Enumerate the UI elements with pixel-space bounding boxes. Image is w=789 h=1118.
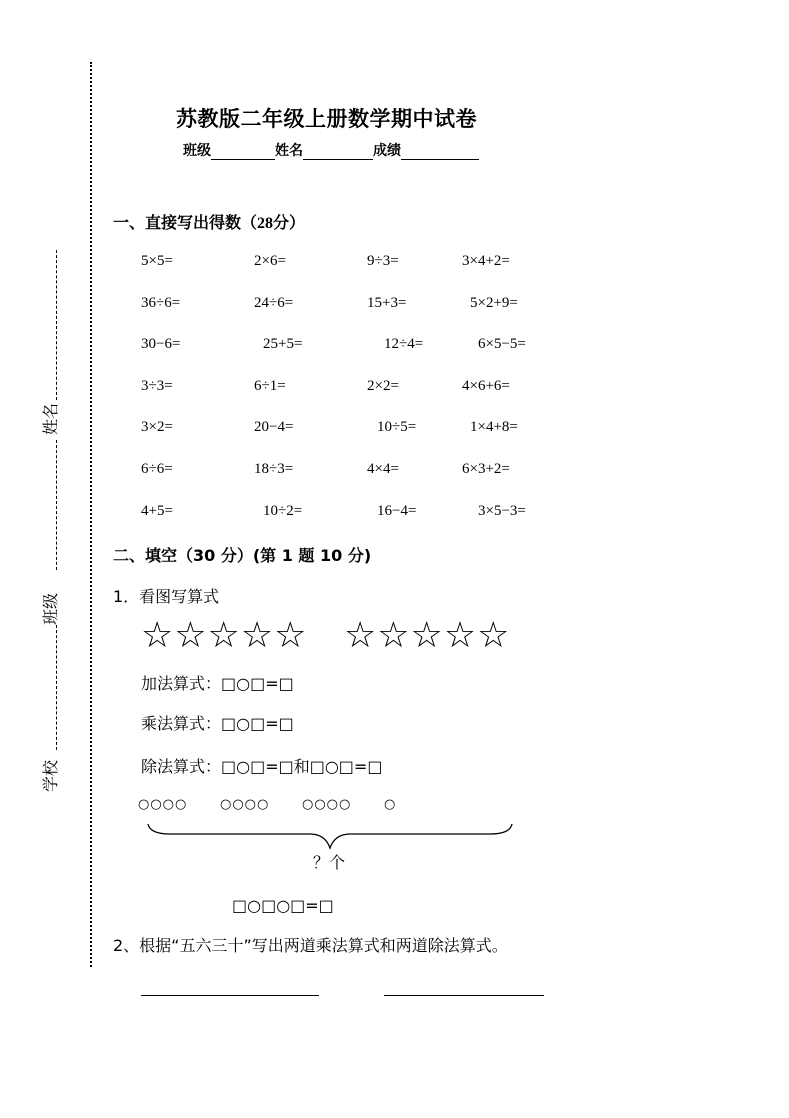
side-name-label: 姓名 — [41, 402, 60, 435]
info-line — [183, 140, 479, 160]
name-blank[interactable] — [303, 145, 373, 160]
division-formula: 除法算式：□○□=□和□○□=□ — [141, 757, 383, 776]
multiplication-formula: 乘法算式：□○□=□ — [141, 714, 294, 733]
section1-points: 28 — [257, 215, 274, 232]
class-blank[interactable] — [211, 145, 275, 160]
equation-item: 4×4= — [367, 461, 399, 477]
page-title: 苏教版二年级上册数学期中试卷 — [176, 107, 477, 131]
stars-group-2: ☆☆☆☆☆ — [344, 615, 511, 656]
circle-group-3: ○○○○ — [302, 797, 352, 812]
equation-item: 5×5= — [141, 253, 173, 269]
score-label: 成绩 — [373, 143, 401, 159]
equation-item: 2×2= — [367, 378, 399, 394]
equation-item: 25+5= — [263, 336, 303, 352]
binding-dotted-line — [90, 62, 92, 967]
equation-item: 2×6= — [254, 253, 286, 269]
equation-item: 20−4= — [254, 419, 294, 435]
equation-item: 16−4= — [377, 503, 417, 519]
side-class-label: 班级 — [41, 592, 60, 625]
equation-item: 10÷2= — [263, 503, 303, 519]
circle-group-1: ○○○○ — [138, 797, 188, 812]
equation-item: 36÷6= — [141, 295, 181, 311]
equation-item: 6÷6= — [141, 461, 173, 477]
side-dash-line-3 — [56, 625, 57, 750]
equation-item: 1×4+8= — [470, 419, 518, 435]
curly-brace — [140, 818, 520, 852]
section1-heading-text: 一、直接写出得数（ — [113, 213, 258, 232]
side-dash-line-2 — [56, 440, 57, 570]
answer-line-2[interactable] — [384, 995, 544, 996]
circle-group-4: ○ — [384, 797, 397, 812]
equation-item: 3×5−3= — [478, 503, 526, 519]
equation-item: 3×4+2= — [462, 253, 510, 269]
equation-item: 4+5= — [141, 503, 173, 519]
side-school-label: 学校 — [41, 759, 60, 792]
name-label: 姓名 — [275, 143, 303, 159]
section1-heading — [113, 210, 305, 233]
equation-item: 3÷3= — [141, 378, 173, 394]
equation-item: 10÷5= — [377, 419, 417, 435]
brace-label: ？个 — [313, 853, 346, 872]
section1-heading-end: 分） — [273, 213, 306, 232]
equation-item: 18÷3= — [254, 461, 294, 477]
addition-formula: 加法算式：□○□=□ — [141, 674, 294, 693]
circle-group-2: ○○○○ — [220, 797, 270, 812]
class-label: 班级 — [183, 143, 211, 159]
side-dash-line-1 — [56, 250, 57, 400]
equation-item: 24÷6= — [254, 295, 294, 311]
score-blank[interactable] — [401, 145, 479, 160]
equation-item: 6×5−5= — [478, 336, 526, 352]
equation-item: 30−6= — [141, 336, 181, 352]
equation-item: 5×2+9= — [470, 295, 518, 311]
equation-item: 3×2= — [141, 419, 173, 435]
equation-item: 12÷4= — [384, 336, 424, 352]
q1-label: 1．看图写算式 — [113, 587, 220, 606]
section2-heading: 二、填空（30 分）(第 1 题 10 分) — [113, 546, 372, 565]
equation-item: 9÷3= — [367, 253, 399, 269]
equation-item: 4×6+6= — [462, 378, 510, 394]
q2-label: 2、根据“五六三十”写出两道乘法算式和两道除法算式。 — [113, 936, 508, 955]
equation-item: 6×3+2= — [462, 461, 510, 477]
stars-group-1: ☆☆☆☆☆ — [141, 615, 308, 656]
combined-expression: □○□○□=□ — [232, 896, 334, 915]
answer-line-1[interactable] — [141, 995, 319, 996]
equation-item: 6÷1= — [254, 378, 286, 394]
equation-item: 15+3= — [367, 295, 407, 311]
